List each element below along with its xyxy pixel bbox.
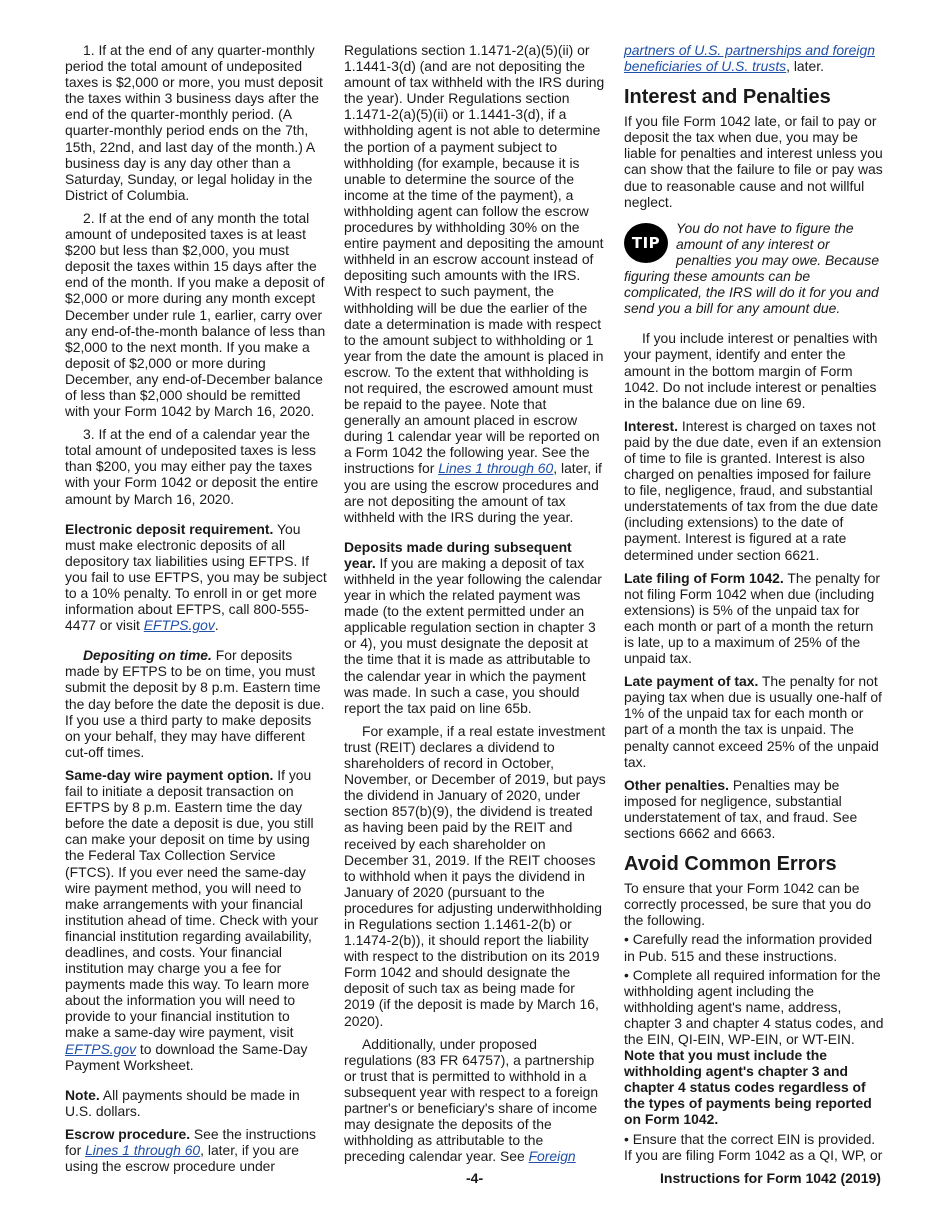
page-number: -4-: [466, 1170, 484, 1186]
escrow-procedure-paragraph: [65, 1126, 327, 1174]
lines-1-through-60-link[interactable]: Lines 1 through 60: [85, 1142, 201, 1158]
eftps-link-2[interactable]: EFTPS.gov: [65, 1040, 137, 1057]
escrow-continued-text: Regulations section 1.1471-2(a)(5)(ii) or 1.1441-3(d) (and are not depositing the amount of tax withheld with the IRS during the year). Under Regulations section 1.1471-2(a)(5)(ii) or 1.1441-3(d), if a withholding agent is not able to determine the portion of a payment subject to withholding (for example, because it is unable to determine the source of the income at the time of the payment), a withholding agent can follow the escrow procedures by withholding 30% on the entire payment and depositing the amount withheld in an escrow account instead of depositing such amounts with the IRS. With respect to such payment, the withholding will be due the earlier of the date a determination is made with respect to the amount subject to withholding or 1 year from the date the amount is placed in escrow. To the extent that withholding is not required, the escrowed amount must be repaid to the payee. Note that generally an amount placed in escrow during 1 calendar year will be reported on a Form 1042 the following year. See the instructions for: [344, 42, 605, 477]
reit-example-paragraph: For example, if a real estate investment trust (REIT) declares a dividend to shareholders of record in October, November, or December of 2019, but pays the dividend in January of 2020, under section 857(b)(9), the dividend is treated as having been paid by the REIT and received by each shareholder on December 31, 2019. If the REIT chooses to withhold when it pays the dividend in January of 2020 (pursuant to the procedures for adjusting underwithholding in Regulations section 1.1461-2(b) or 1.1474-2(b)), it should report the liability with respect to the distribution on its 2019 Form 1042 and should designate the deposit of such tax as being made for 2019 (if the deposit is made by March 16, 2020).: [344, 722, 606, 1029]
proposed-regulations-text: Additionally, under proposed regulations (83 FR 64757), a partnership or trust that is permitted to withhold in a subsequent year with respect to a foreign partner's or beneficiary's share of income may designate the deposits of the withholding as attributable to the preceding calendar year. See: [344, 1035, 599, 1165]
electronic-deposit-heading: Electronic deposit requirement.: [65, 520, 274, 537]
electronic-deposit-text: You must make electronic deposits of all depository tax liabilities using EFTPS. If you fail to use EFTPS, you may be subject to a 10% penalty. To enroll in or get more information about EFTPS, call 800-555-4477 or visit: [65, 520, 327, 634]
column-left: [65, 42, 327, 1181]
subsequent-year-text: If you are making a deposit of tax withheld in the year following the calendar year in which the related payment was made (to the extent permitted under an applicable regulation section in chapter 3 or 4), you must designate the deposit at the time that it is made as attributable to the calendar year in which the payment was made. In such a case, you should report the tax paid on line 65b.: [344, 554, 602, 716]
bullet-complete-text: • Complete all required information for the withholding agent including the withholding agent's name, address, chapter 3 and chapter 4 status codes, and the EIN, QI-EIN, WP-EIN, or WT-EIN.: [624, 966, 884, 1047]
other-penalties-text: Penalties may be imposed for negligence, substantial understatement of tax, and fraud. See sections 6662 and 6663.: [624, 776, 858, 842]
late-filing-heading: Late filing of Form 1042.: [624, 569, 784, 586]
form-title: Instructions for Form 1042 (2019): [660, 1170, 881, 1186]
bullet-correct-ein: • Ensure that the correct EIN is provided. If you are filing Form 1042 as a QI, WP, or: [624, 1130, 883, 1163]
include-interest-paragraph: If you include interest or penalties with your payment, identify and enter the amount in the bottom margin of Form 1042. Do not include interest or penalties in the balance due on line 69.: [624, 330, 878, 411]
avoid-common-errors-heading: Avoid Common Errors: [624, 853, 837, 876]
late-filing-text: The penalty for not filing Form 1042 when due (including extensions) is 5% of the unpaid tax for each month or part of a month the return is late, up to a maximum of 25% of the unpaid tax.: [624, 569, 881, 667]
tip-text: You do not have to figure the amount of any interest or penalties you may owe. Because figuring these amounts can be complicated, the IRS will do it for you and send you a bill for any amount due.: [624, 219, 880, 317]
depositing-on-time-text: For deposits made by EFTPS to be on time, you must submit the deposit by 8 p.m. Eastern time the day before the date the deposit is due. If you use a third party to make deposits on your behalf, they may have different cut-off times.: [65, 647, 325, 760]
note-heading: Note.: [65, 1086, 100, 1103]
note-text: All payments should be made in U.S. dollars.: [65, 1086, 300, 1119]
proposed-regulations-paragraph: [344, 1036, 606, 1165]
rule-3-paragraph: 3. If at the end of a calendar year the total amount of undeposited taxes is less than $200, you may either pay the taxes with your Form 1042 or deposit the entire amount by March 16, 2020.: [65, 426, 319, 507]
foreign-partners-link[interactable]: Foreign: [528, 1148, 576, 1165]
escrow-procedure-text: See the instructions for: [65, 1125, 316, 1158]
escrow-continued-tail: , later, if you are using the escrow procedures and are not depositing the amount of tax withheld with the IRS during the year.: [344, 460, 602, 525]
other-penalties-paragraph: [624, 777, 886, 841]
rule-2-paragraph: 2. If at the end of any month the total amount of undeposited taxes is at least $200 but less than $2,000, you must deposit the taxes within 15 days after the end of the month. If you make a deposit of $2,000 or more during any month except December under rule 1, earlier, carry over any end-of-the-month balance of less than $2,000 to the next month. If you make a deposit of $2,000 or more during December, any end-of-December balance of less than $2,000 should be remitted with your Form 1042 by March 16, 2020.: [65, 209, 326, 420]
interest-and-penalties-heading: Interest and Penalties: [624, 86, 831, 109]
foreign-partners-link-continued[interactable]: partners of U.S. partnerships and foreign beneficiaries of U.S. trusts: [624, 42, 875, 75]
other-penalties-heading: Other penalties.: [624, 776, 729, 793]
rule-1-paragraph: 1. If at the end of any quarter-monthly period the total amount of undeposited taxes is $2,000 or more, you must deposit the taxes within 3 business days after the end of the quarter-monthly period. (A quarter-monthly period ends on the 7th, 15th, 22nd, and last day of the month.) A business day is any day other than a Saturday, Sunday, or legal holiday in the District of Columbia.: [65, 42, 323, 203]
depositing-on-time-heading: Depositing on time.: [83, 647, 212, 664]
electronic-deposit-paragraph: [65, 521, 327, 634]
interest-text: Interest is charged on taxes not paid by the due date, even if an extension of time to file is granted. Interest is also charged on penalties imposed for failure to file, negligence, fraud, and substantial understatements of tax from the due date (including extensions) to the date of payment. Interest is figured at a rate determined under section 6621.: [624, 417, 882, 563]
subsequent-year-paragraph: [344, 539, 606, 716]
escrow-procedure-heading: Escrow procedure.: [65, 1125, 191, 1142]
note-paragraph: [65, 1087, 327, 1119]
bullet-complete-note: Note that you must include the withholding agent's chapter 3 and chapter 4 status codes regardless of the types of payments being reported on Form 1042.: [624, 1047, 872, 1128]
late-payment-text: The penalty for not paying tax when due is usually one-half of 1% of the unpaid tax for each month or part of a month the tax is unpaid. The penalty cannot exceed 25% of the unpaid tax.: [624, 673, 882, 770]
foreign-partners-link-paragraph: [624, 42, 886, 74]
foreign-partners-tail: , later.: [786, 58, 824, 75]
lines-1-through-60-link-2[interactable]: Lines 1 through 60: [438, 460, 554, 477]
column-right: [624, 42, 886, 1166]
bullet-read-info: • Carefully read the information provided in Pub. 515 and these instructions.: [624, 931, 873, 964]
eftps-link[interactable]: EFTPS.gov: [143, 617, 215, 634]
same-day-wire-paragraph: [65, 767, 327, 1073]
interest-heading: Interest.: [624, 417, 679, 434]
depositing-on-time-paragraph: [65, 647, 327, 760]
tip-icon: TIP: [624, 223, 668, 263]
late-payment-heading: Late payment of tax.: [624, 673, 759, 690]
same-day-wire-tail: to download the Same-Day Payment Worksheet.: [65, 1040, 308, 1073]
column-middle: [344, 42, 606, 1171]
bullet-complete-info: [624, 967, 886, 1128]
interest-intro-paragraph: If you file Form 1042 late, or fail to pay or deposit the tax when due, you may be liable for penalties and interest unless you can show that the failure to file or pay was due to reasonable cause and not willful neglect.: [624, 113, 883, 210]
electronic-deposit-period: .: [214, 617, 219, 634]
same-day-wire-heading: Same-day wire payment option.: [65, 766, 274, 783]
late-payment-paragraph: [624, 673, 886, 770]
tip-box: [624, 220, 886, 317]
late-filing-paragraph: [624, 570, 886, 667]
interest-paragraph: [624, 418, 886, 563]
errors-intro-paragraph: To ensure that your Form 1042 can be correctly processed, be sure that you do the following.: [624, 880, 872, 929]
escrow-procedure-tail: , later, if you are using the escrow procedure under: [65, 1142, 299, 1175]
same-day-wire-text: If you fail to initiate a deposit transaction on EFTPS by 8 p.m. Eastern time the day before the date a deposit is due, you still can make your deposit on time by using the Federal Tax Collection Service (FTCS). If you ever need the same-day wire payment method, you will need to make arrangements with your financial institution ahead of time. Check with your financial institution regarding availability, deadlines, and costs. Your financial institution may charge you a fee for payments made this way. To learn more about the information you will need to provide to your financial institution to make a same-day wire payment, visit: [65, 766, 319, 1041]
subsequent-year-heading: Deposits made during subsequent year.: [344, 538, 572, 571]
escrow-continued-paragraph: [344, 42, 606, 525]
